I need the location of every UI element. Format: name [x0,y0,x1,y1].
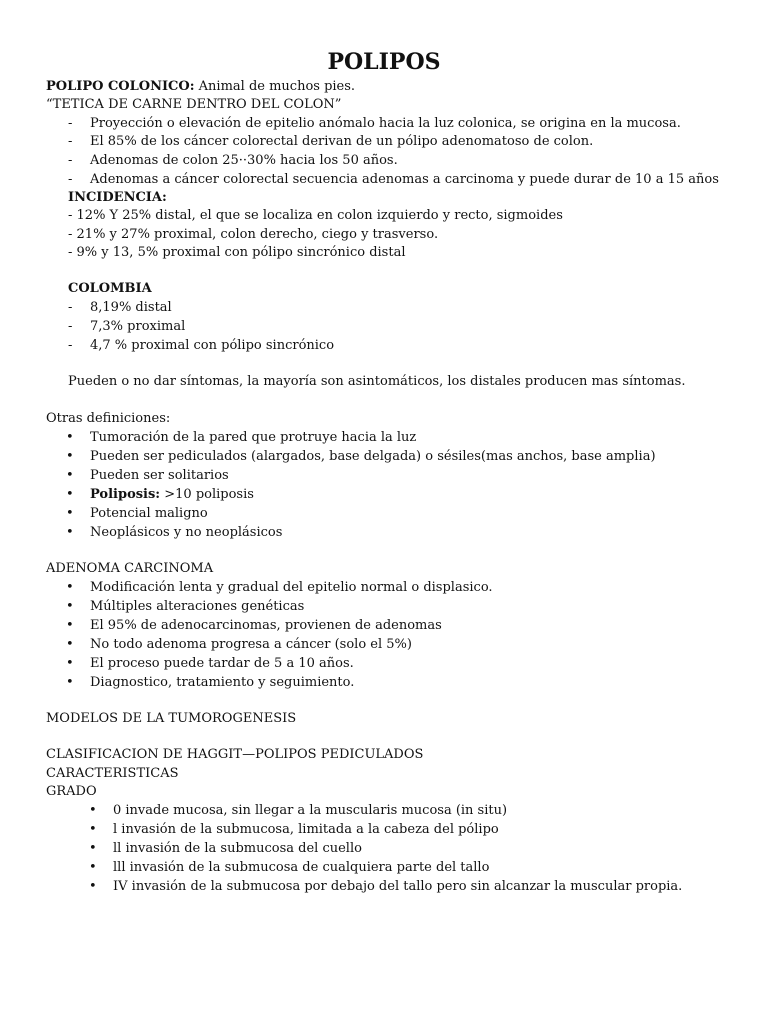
list-item: Adenomas a cáncer colorectal secuencia adenomas a carcinoma y puede durar de 10 a 15 años [90,172,719,187]
intro-term: POLIPO COLONICO: [46,79,195,94]
bullet-marker: • [66,487,74,502]
list-item-poliposis [90,486,254,504]
list-item: Diagnostico, tratamiento y seguimiento. [90,675,355,690]
bullet-marker: • [66,468,74,483]
bullet-marker: • [66,449,74,464]
list-item: No todo adenoma progresa a cáncer (solo el 5%) [90,637,412,652]
list-item: Pueden ser pediculados (alargados, base delgada) o sésiles(mas anchos, base amplia) [90,449,656,464]
list-item: El 95% de adenocarcinomas, provienen de adenomas [90,618,442,633]
incidencia-line: - 9% y 13, 5% proximal con pólipo sincrónico distal [68,245,406,260]
bullet-marker: • [66,506,74,521]
haggit-subheading: CARACTERISTICAS [46,766,179,781]
bullet-marker: • [89,860,97,875]
bullet-marker: • [66,430,74,445]
bullet-marker: • [66,637,74,652]
list-item: Tumoración de la pared que protruye hacia la luz [90,430,417,445]
bullet-marker: • [66,656,74,671]
bullet-marker: • [89,822,97,837]
colombia-heading: COLOMBIA [68,281,152,296]
list-item: l invasión de la submucosa, limitada a la cabeza del pólipo [113,822,499,837]
incidencia-line: - 21% y 27% proximal, colon derecho, ciego y trasverso. [68,227,439,242]
poliposis-definition: >10 poliposis [160,487,254,502]
bullet-marker: • [66,599,74,614]
list-item: Neoplásicos y no neoplásicos [90,525,283,540]
symptoms-note: Pueden o no dar síntomas, la mayoría son asintomáticos, los distales producen mas síntomas. [68,374,686,389]
dash-marker: - [68,134,73,149]
bullet-marker: • [66,525,74,540]
list-item: IV invasión de la submucosa por debajo del tallo pero sin alcanzar la muscular propia. [113,879,683,894]
poliposis-term: Poliposis: [90,487,161,502]
list-item: El proceso puede tardar de 5 a 10 años. [90,656,354,671]
incidencia-line: - 12% Y 25% distal, el que se localiza en colon izquierdo y recto, sigmoides [68,208,563,223]
dash-marker: - [68,153,73,168]
intro-definition-line [46,78,355,96]
dash-marker: - [68,172,73,187]
incidencia-heading: INCIDENCIA: [68,190,167,205]
haggit-grado: GRADO [46,784,97,799]
list-item: 8,19% distal [90,300,172,315]
list-item: Potencial maligno [90,506,208,521]
modelos-heading: MODELOS DE LA TUMOROGENESIS [46,711,297,726]
bullet-marker: • [66,580,74,595]
haggit-heading: CLASIFICACION DE HAGGIT—POLIPOS PEDICULADOS [46,747,424,762]
intro-definition: Animal de muchos pies. [194,79,356,94]
dash-marker: - [68,300,73,315]
bullet-marker: • [89,803,97,818]
bullet-marker: • [89,841,97,856]
list-item: lll invasión de la submucosa de cualquiera parte del tallo [113,860,490,875]
list-item: 7,3% proximal [90,319,186,334]
list-item: Proyección o elevación de epitelio anómalo hacia la luz colonica, se origina en la mucosa. [90,116,681,131]
dash-marker: - [68,338,73,353]
page-title: POLIPOS [327,49,441,75]
dash-marker: - [68,116,73,131]
list-item: El 85% de los cáncer colorectal derivan de un pólipo adenomatoso de colon. [90,134,594,149]
list-item: ll invasión de la submucosa del cuello [113,841,362,856]
dash-marker: - [68,319,73,334]
bullet-marker: • [66,675,74,690]
list-item: Pueden ser solitarios [90,468,229,483]
list-item: Múltiples alteraciones genéticas [90,599,305,614]
adenoma-heading: ADENOMA CARCINOMA [46,561,214,576]
bullet-marker: • [89,879,97,894]
list-item: Modificación lenta y gradual del epitelio normal o displasico. [90,580,493,595]
list-item: 4,7 % proximal con pólipo sincrónico [90,338,335,353]
list-item: Adenomas de colon 25··30% hacia los 50 años. [90,153,398,168]
bullet-marker: • [66,618,74,633]
otras-heading: Otras definiciones: [46,411,171,426]
intro-quote: “TETICA DE CARNE DENTRO DEL COLON” [46,97,342,112]
list-item: 0 invade mucosa, sin llegar a la muscularis mucosa (in situ) [113,803,508,818]
